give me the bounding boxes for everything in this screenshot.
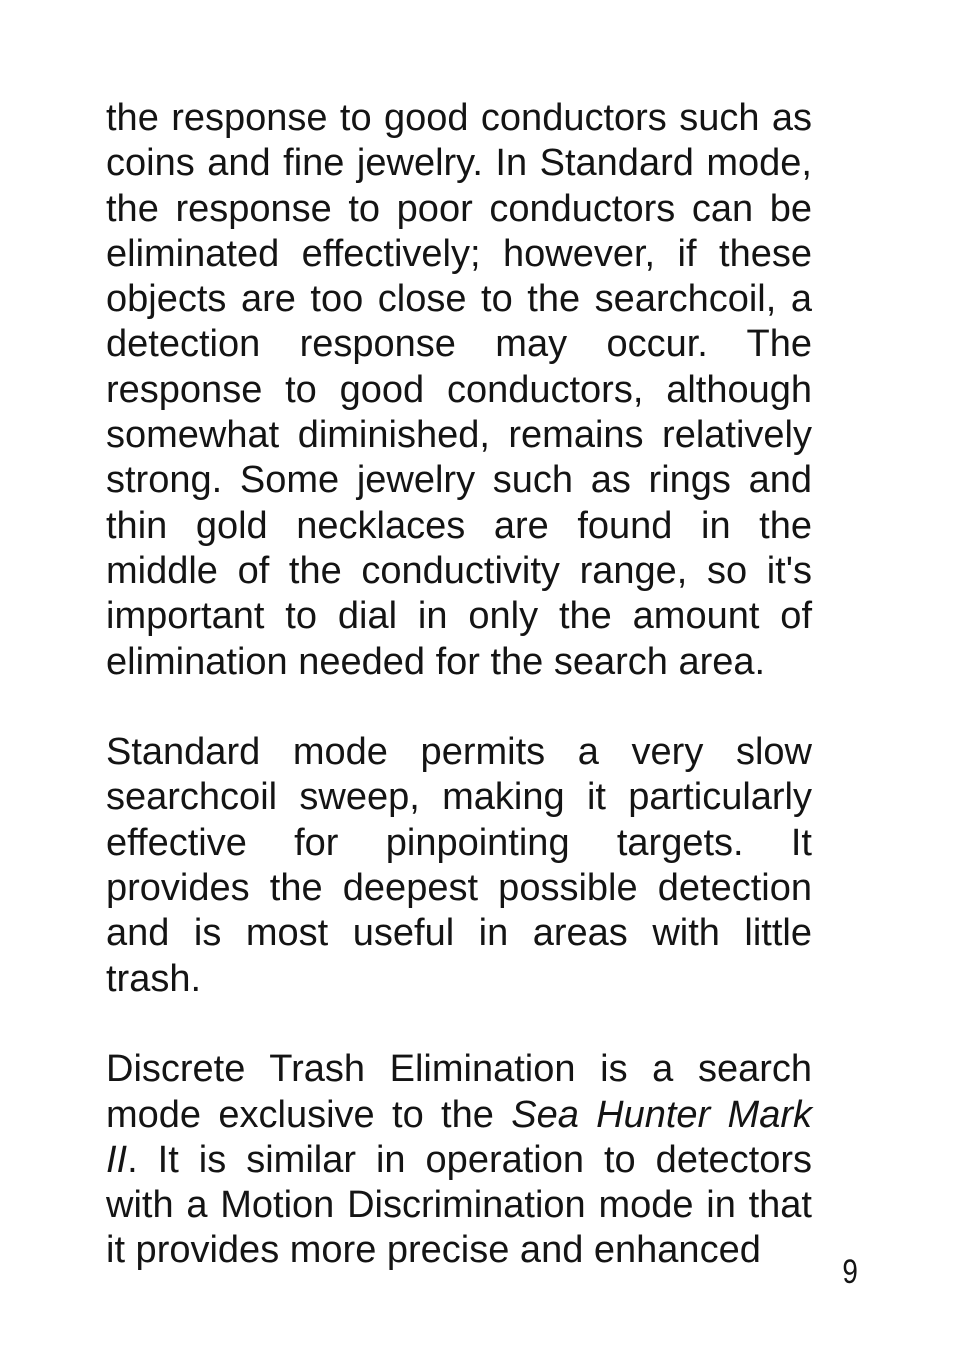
page-body [106,96,812,1274]
paragraph-standard-mode: Standard mode permits a very slow searchcoil sweep, making it particularly effective for pinpointing targets. It provides the deepest possible detection and is most useful in areas with little trash. [106,731,812,1000]
paragraph-conductor-response: the response to good conductors such as coins and fine jewelry. In Standard mode, the response to poor conductors can be eliminated effectively; however, if these objects are too close to the searchcoil, a detection response may occur. The response to good conductors, although somewhat diminished, remains relatively strong. Some jewelry such as rings and thin gold necklaces are found in the middle of the conductivity range, so it's important to dial in only the amount of elimination needed for the search area. [106,97,812,683]
paragraph-discrete-trash-elimination [106,1047,812,1273]
product-name: Sea Hunter Mark II [106,1093,813,1181]
paragraph-text-segment: Discrete Trash Elimination is a search mode exclusive to the [106,1048,812,1136]
page-number: 9 [842,1253,858,1291]
paragraph-text-segment: . It is similar in operation to detectors with a Motion Discrimination mode in that it provides more precise and enhanced [106,1138,812,1272]
